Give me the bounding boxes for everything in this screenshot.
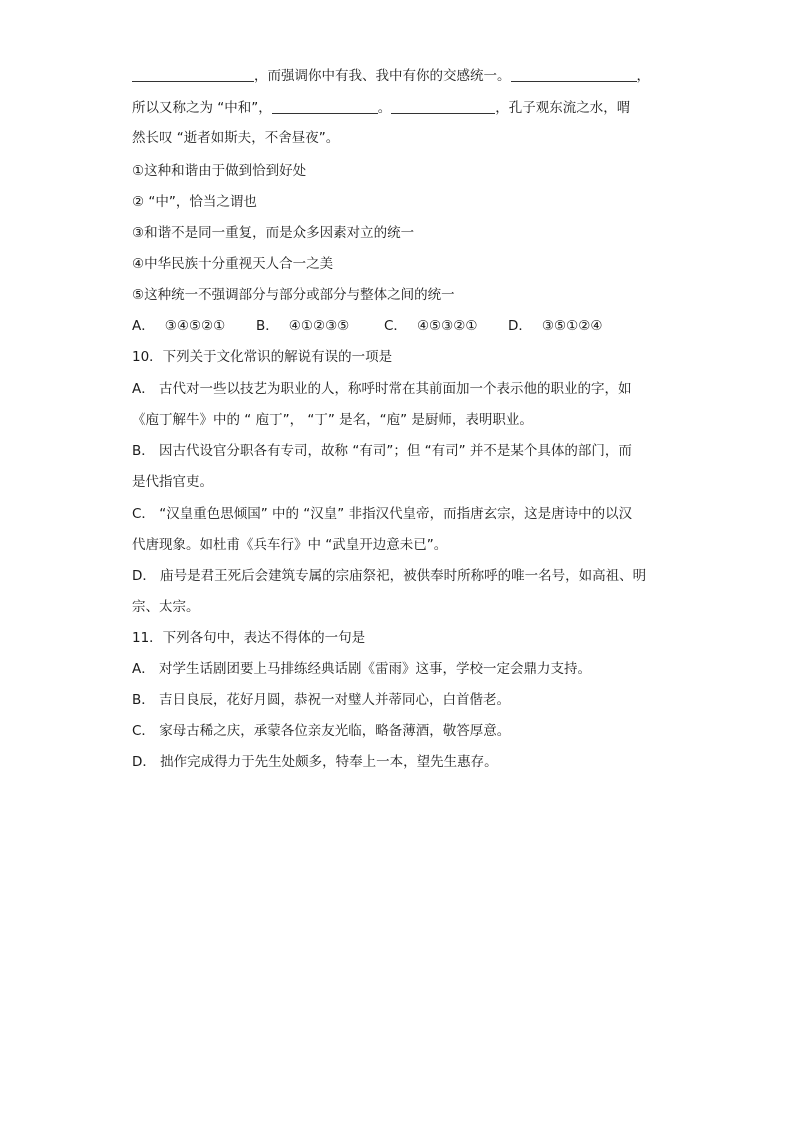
q10-option-b[interactable]: B． 因古代设官分职各有专司，故称 “有司”；但 “有司” 并不是某个具体的部门，而 bbox=[132, 443, 632, 459]
q10-option-d-cont: 宗、太宗。 bbox=[132, 599, 200, 615]
passage-line-2 bbox=[132, 98, 672, 118]
option-d[interactable] bbox=[508, 316, 602, 336]
passage-text: ，而强调你中有我、我中有你的交感统一。 bbox=[254, 68, 511, 84]
answer-blank-2[interactable] bbox=[511, 67, 637, 82]
q10-option-c-cont: 代唐现象。如杜甫《兵车行》中 “武皇开边意未已”。 bbox=[132, 537, 448, 553]
answer-blank-1[interactable] bbox=[132, 67, 254, 82]
q10-option-c[interactable]: C． “汉皇重色思倾国” 中的 “汉皇” 非指汉代皇帝，而指唐玄宗，这是唐诗中的以汉 bbox=[132, 506, 633, 522]
q10-option-b-cont: 是代指官吏。 bbox=[132, 474, 213, 490]
option-b[interactable] bbox=[256, 316, 384, 336]
sentence-5: ⑤这种统一不强调部分与部分或部分与整体之间的统一 bbox=[132, 287, 455, 303]
option-letter: D． bbox=[508, 318, 532, 334]
passage-line-1 bbox=[132, 66, 672, 86]
q11-stem: 11．下列各句中，表达不得体的一句是 bbox=[132, 630, 366, 646]
answer-blank-3[interactable] bbox=[272, 99, 378, 114]
q11-option-d[interactable]: D． 拙作完成得力于先生处颇多，特奉上一本，望先生惠存。 bbox=[132, 754, 498, 770]
q10-option-a-cont: 《庖丁解牛》中的 “ 庖丁”， “丁” 是名，“庖” 是厨师，表明职业。 bbox=[132, 412, 533, 428]
sentence-3: ③和谐不是同一重复，而是众多因素对立的统一 bbox=[132, 225, 415, 241]
passage-text: ， bbox=[636, 68, 650, 84]
option-text: ③④⑤②① bbox=[164, 318, 226, 334]
sentence-4: ④中华民族十分重视天人合一之美 bbox=[132, 256, 334, 272]
q10-option-a[interactable]: A． 古代对一些以技艺为职业的人，称呼时常在其前面加一个表示他的职业的字，如 bbox=[132, 381, 632, 397]
q11-option-a[interactable]: A． 对学生话剧团要上马排练经典话剧《雷雨》这事，学校一定会鼎力支持。 bbox=[132, 661, 592, 677]
passage-text: ，孔子观东流之水，喟 bbox=[495, 100, 631, 116]
passage-line-3: 然长叹 “逝者如斯夫，不舍昼夜”。 bbox=[132, 130, 340, 146]
option-c[interactable] bbox=[384, 316, 508, 336]
q11-option-c[interactable]: C． 家母古稀之庆，承蒙各位亲友光临，略备薄酒，敬答厚意。 bbox=[132, 723, 511, 739]
passage-text: 。 bbox=[377, 100, 392, 116]
option-letter: B． bbox=[256, 318, 279, 334]
q10-option-d[interactable]: D． 庙号是君王死后会建筑专属的宗庙祭祀，被供奉时所称呼的唯一名号，如高祖、明 bbox=[132, 568, 647, 584]
option-letter: C． bbox=[384, 318, 407, 334]
answer-blank-4[interactable] bbox=[391, 99, 495, 114]
q9-options bbox=[132, 316, 672, 336]
sentence-2: ② “中”，恰当之谓也 bbox=[132, 194, 257, 210]
option-letter: A． bbox=[132, 318, 155, 334]
passage-text: 所以又称之为 “中和”， bbox=[132, 100, 272, 116]
option-text: ③⑤①②④ bbox=[541, 318, 603, 334]
q10-stem: 10．下列关于文化常识的解说有误的一项是 bbox=[132, 349, 393, 365]
sentence-1: ①这种和谐由于做到恰到好处 bbox=[132, 163, 307, 179]
option-text: ④⑤③②① bbox=[416, 318, 478, 334]
option-a[interactable] bbox=[132, 316, 256, 336]
q11-option-b[interactable]: B． 吉日良辰，花好月圆，恭祝一对璧人并蒂同心，白首偕老。 bbox=[132, 692, 511, 708]
option-text: ④①②③⑤ bbox=[288, 318, 350, 334]
